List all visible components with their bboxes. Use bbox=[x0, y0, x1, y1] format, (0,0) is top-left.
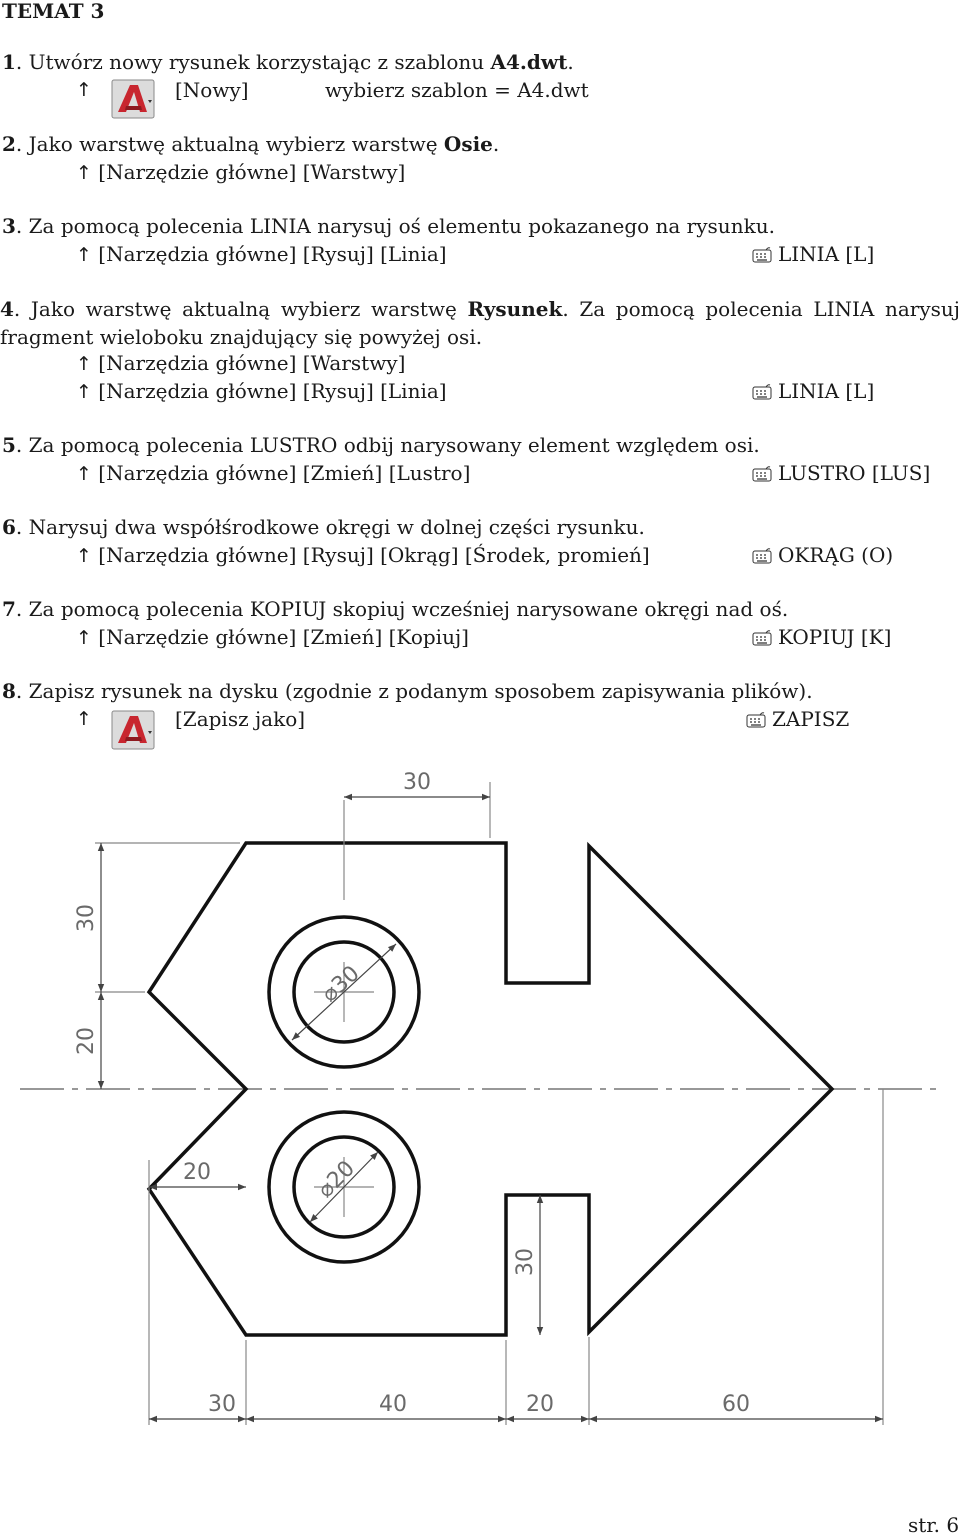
step-5: 5. Za pomocą polecenia LUSTRO odbij narysowany element względem osi. bbox=[2, 433, 760, 457]
dim-text-top-width: 30 bbox=[403, 770, 431, 795]
arrow-up-icon: ↑ bbox=[76, 708, 92, 730]
keyboard-icon bbox=[752, 247, 772, 263]
step-7: 7. Za pomocą polecenia KOPIUJ skopiuj wcześniej narysowane okręgi nad oś. bbox=[2, 597, 789, 621]
dim-text-left-upper: 30 bbox=[74, 904, 99, 932]
step-1-extra: wybierz szablon = A4.dwt bbox=[325, 78, 589, 102]
dim-text-bottom-4: 60 bbox=[722, 1392, 750, 1417]
keyboard-icon bbox=[752, 466, 772, 482]
arrow-up-icon: ↑ bbox=[76, 463, 92, 485]
step-8-path: [Zapisz jako] bbox=[175, 707, 306, 731]
autocad-logo-icon[interactable] bbox=[111, 710, 155, 750]
step-7-command: KOPIUJ [K] bbox=[752, 624, 891, 650]
dim-text-slot-height: 30 bbox=[513, 1248, 538, 1276]
dim-text-left-lower: 20 bbox=[74, 1027, 99, 1055]
arrow-up-icon: ↑ bbox=[76, 627, 92, 649]
dim-text-bottom-1: 30 bbox=[208, 1392, 236, 1417]
arrow-up-icon: ↑ bbox=[76, 353, 92, 375]
step-1: 1. Utwórz nowy rysunek korzystając z szablonu A4.dwt. bbox=[2, 50, 574, 74]
dim-text-circle-upper: ⌀30 bbox=[317, 961, 365, 1008]
step-6: 6. Narysuj dwa współśrodkowe okręgi w dolnej części rysunku. bbox=[2, 515, 645, 539]
keyboard-icon bbox=[752, 630, 772, 646]
autocad-logo-icon[interactable] bbox=[111, 79, 155, 119]
arrow-up-icon: ↑ bbox=[76, 162, 92, 184]
step-4-path: ↑ [Narzędzia główne] [Warstwy] bbox=[76, 351, 406, 375]
page-number: str. 6 bbox=[908, 1513, 960, 1537]
dim-text-bottom-3: 20 bbox=[526, 1392, 554, 1417]
step-2-path: ↑ [Narzędzie główne] [Warstwy] bbox=[76, 160, 406, 184]
step-7-path: ↑ [Narzędzie główne] [Zmień] [Kopiuj] bbox=[76, 625, 469, 649]
step-1-path: [Nowy] bbox=[175, 78, 249, 102]
step-3: 3. Za pomocą polecenia LINIA narysuj oś elementu pokazanego na rysunku. bbox=[2, 214, 775, 238]
step-4-line2: fragment wieloboku znajdujący się powyżej osi. bbox=[0, 325, 483, 349]
step-3-command: LINIA [L] bbox=[752, 241, 874, 267]
step-5-path: ↑ [Narzędzia główne] [Zmień] [Lustro] bbox=[76, 461, 471, 485]
step-6-command: OKRĄG (O) bbox=[752, 542, 893, 568]
step-2: 2. Jako warstwę aktualną wybierz warstwę Osie. bbox=[2, 132, 500, 156]
dim-text-bottom-2: 40 bbox=[379, 1392, 407, 1417]
keyboard-icon bbox=[752, 548, 772, 564]
page-title: TEMAT 3 bbox=[2, 0, 105, 23]
arrow-up-icon: ↑ bbox=[76, 79, 92, 101]
step-4-path2: ↑ [Narzędzia główne] [Rysuj] [Linia] bbox=[76, 379, 447, 403]
keyboard-icon bbox=[752, 384, 772, 400]
step-6-path: ↑ [Narzędzia główne] [Rysuj] [Okrąg] [Środek, promień] bbox=[76, 543, 650, 567]
technical-drawing bbox=[0, 755, 960, 1455]
dim-text-circle-lower: ⌀20 bbox=[313, 1156, 360, 1203]
arrow-up-icon: ↑ bbox=[76, 381, 92, 403]
dim-text-notch-width: 20 bbox=[183, 1160, 211, 1185]
arrow-up-icon: ↑ bbox=[76, 545, 92, 567]
step-3-path: ↑ [Narzędzia główne] [Rysuj] [Linia] bbox=[76, 242, 447, 266]
step-4-command: LINIA [L] bbox=[752, 378, 874, 404]
step-8-command: ZAPISZ bbox=[746, 706, 849, 732]
step-8: 8. Zapisz rysunek na dysku (zgodnie z podanym sposobem zapisywania plików). bbox=[2, 679, 813, 703]
keyboard-icon bbox=[746, 712, 766, 728]
step-4: 4. Jako warstwę aktualną wybierz warstwę Rysunek. Za pomocą polecenia LINIA narysuj bbox=[0, 297, 960, 321]
step-5-command: LUSTRO [LUS] bbox=[752, 460, 930, 486]
arrow-up-icon: ↑ bbox=[76, 244, 92, 266]
